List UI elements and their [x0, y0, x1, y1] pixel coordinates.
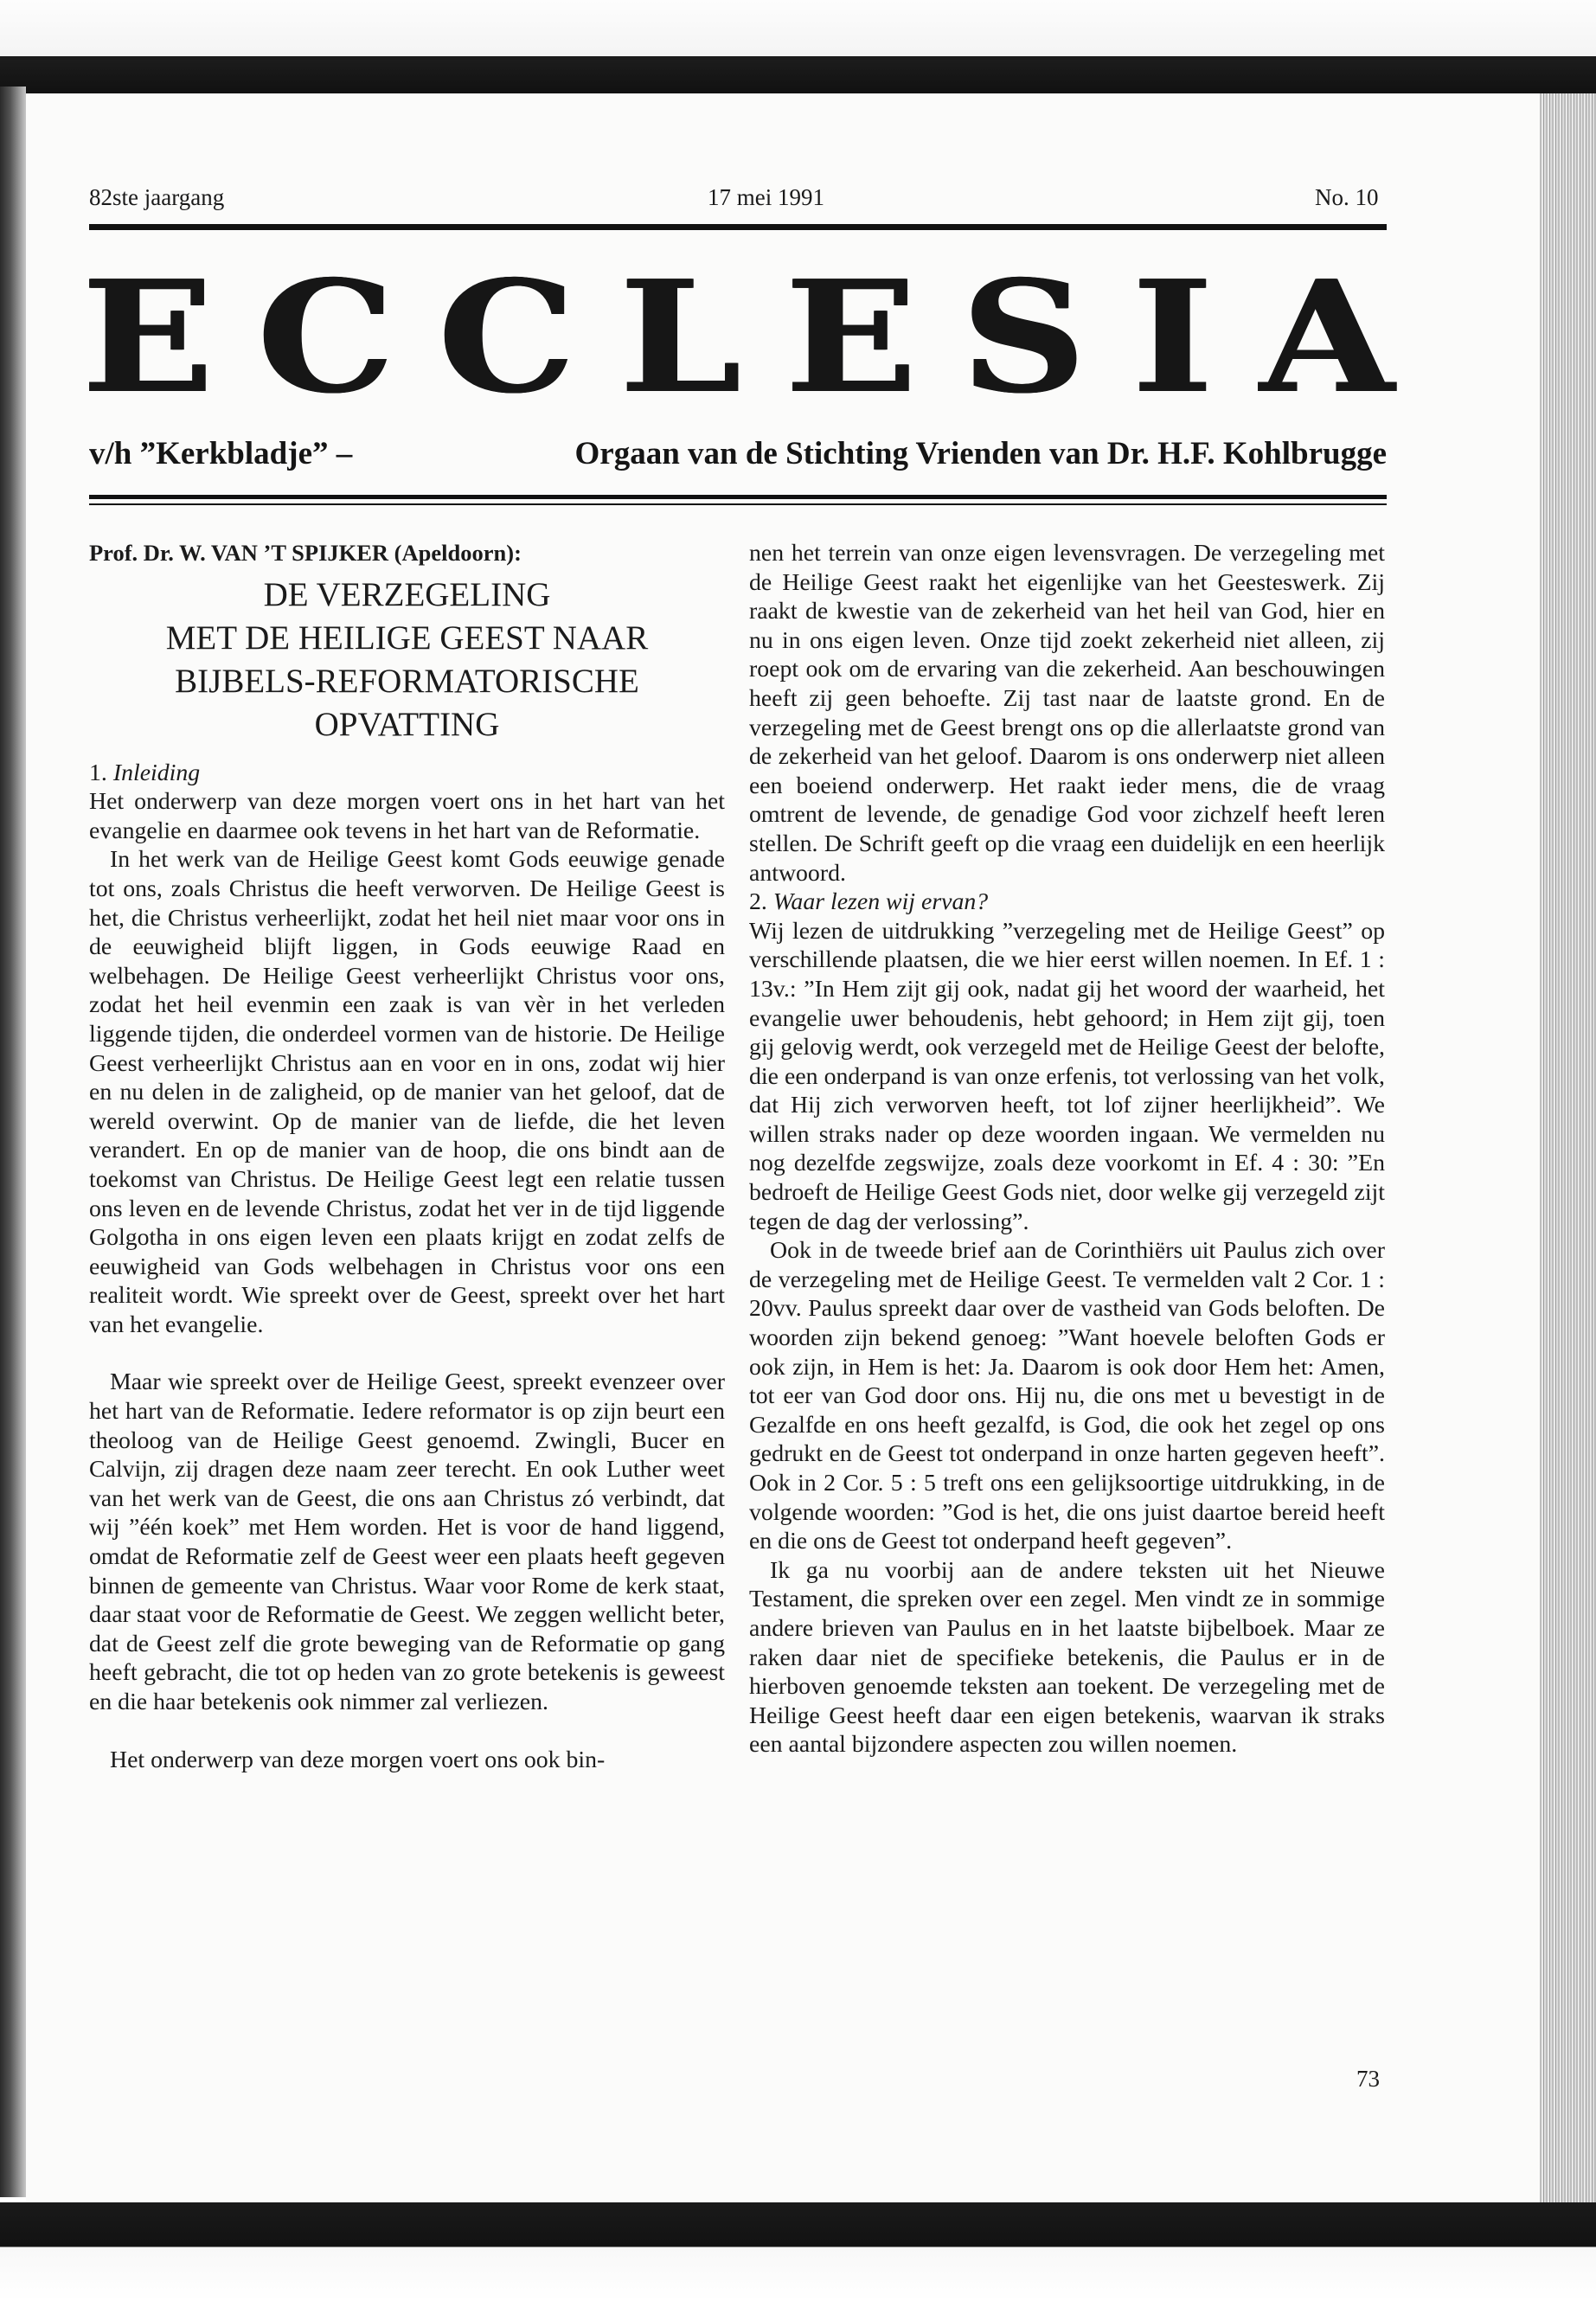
section-heading-2: [749, 888, 1385, 917]
scan-border-left: [0, 87, 26, 2197]
paragraph: Ook in de tweede brief aan de Corinthiërs uit Paulus zich over de verzegeling met de Heilige Geest. Te vermelden valt 2 Cor. 1 : 20vv. Paulus spreekt daar over de vastheid van Gods beloften. De woorden zijn bekend genoeg: ”Want hoevele beloften Gods er ook zijn, in Hem is het: Ja. Daarom is ook door Hem het: Amen, tot eer van God door ons. Hij nu, die ons met u bevestigt in de Gezalfde en ons heeft gezalfd, is God, die ook het zegel op ons gedrukt en de Geest tot onderpand in onze harten gegeven heeft”. Ook in 2 Cor. 5 : 5 treft ons een gelijksoortige uitdrukking, in de volgende woorden: ”God is het, die ons juist daartoe bereid heeft en die ons de Geest tot onderpand heeft gegeven”.: [749, 1237, 1385, 1555]
scan-border-bottom: [0, 2202, 1596, 2301]
volume-label: 82ste jaargang: [89, 184, 225, 210]
masthead-rule-lower: [89, 503, 1387, 505]
masthead-letter: C: [438, 247, 575, 427]
title-line: DE VERZEGELING: [263, 575, 551, 613]
paragraph: nen het terrein van onze eigen levensvragen. De verzegeling met de Heilige Geest raakt het eigenlijke van het Geesteswerk. Zij raakt de kwestie van de zekerheid van het heil van God, hier en nu in ons eigen leven. Onze tijd zoekt zekerheid niet alleen, zij roept ook om de ervaring van die zekerheid. Aan beschouwingen heeft zij geen behoefte. Zij tast naar de laatste grond. En de verzegeling met de Geest brengt ons op die allerlaatste grond van de zekerheid van het geloof. Daarom is ons onderwerp niet alleen een boeiend onderwerp. Het raakt ieder mens, die de vraag omtrent de levende, de genadige God voor zichzelf heeft leren stellen. De Schrift geeft op die vraag een duidelijk en een heerlijk antwoord.: [749, 540, 1385, 887]
masthead-letter: E: [785, 247, 917, 427]
masthead-rule-upper: [89, 495, 1387, 499]
book-page-edges: [1540, 93, 1596, 2204]
article-column-left: [89, 539, 725, 1774]
subtitle-organ: Orgaan van de Stichting Vrienden van Dr. H.F. Kohlbrugge: [574, 436, 1387, 471]
article-title: [89, 574, 725, 747]
title-line: BIJBELS-REFORMATORISCHE: [175, 662, 639, 700]
scan-border-top: [0, 0, 1596, 93]
paragraph: Ik ga nu voorbij aan de andere teksten uit het Nieuwe Testament, die spreken over een zegel. Men vindt ze in sommige andere brieven van Paulus en in het laatste bijbelboek. Maar ze raken daar niet de specifieke betekenis, die Paulus er in de hierboven genoemde teksten aan toekent. De verzegeling met de Heilige Geest heeft daar een eigen betekenis, waarvan ik straks een aantal bijzondere aspecten zou willen noemen.: [749, 1556, 1385, 1759]
paragraph: Wij lezen de uitdrukking ”verzegeling met de Heilige Geest” op verschillende plaatsen, die we hier eerst willen noemen. In Ef. 1 : 13v.: ”In Hem zijt gij ook, nadat gij het woord der waarheid, het evangelie uwer behoudenis, hebt gehoord; in Hem zijt gij, toen gij gelovig werdt, ook verzegeld met de Heilige Geest der belofte, die een onderpand is van onze erfenis, tot verlossing van het volk, dat Hij zich verworven heeft, tot lof zijner heerlijkheid”. We willen straks nader op deze woorden ingaan. We vermelden nu nog dezelfde zegswijze, zoals deze voorkomt in Ef. 4 : 30: ”En bedroeft de Heilige Geest Gods niet, door welke gij verzegeld zijt tegen de dag der verlossing”.: [749, 917, 1385, 1235]
masthead-letter: I: [1132, 247, 1214, 427]
page-number: 73: [1356, 2066, 1380, 2092]
masthead-letter: E: [81, 247, 214, 427]
paragraph: Maar wie spreekt over de Heilige Geest, spreekt evenzeer over het hart van de Reformatie. Iedere reformator is op zijn beurt een theoloog van de Heilige Geest genoemd. Zwingli, Bucer en Calvijn, zij dragen deze naam zeer terecht. En ook Luther weet van het werk van de Geest, die ons aan Christus zó verbindt, dat wij ”één koek” met Hem worden. Het is voor de hand liggend, omdat de Reformatie zelf de Geest weer een plaats heeft gegeven binnen de gemeente van Christus. Waar voor Rome de kerk staat, daar staat voor de Reformatie de Geest. We zeggen wellicht beter, dat de Geest zelf die grote beweging van de Reformatie op gang heeft gebracht, die tot op heden van zo grote betekenis is geweest en die haar betekenis ook nimmer zal verliezen.: [89, 1368, 725, 1715]
masthead-title: [81, 247, 1394, 427]
masthead-letter: S: [961, 247, 1086, 427]
subtitle-former-name: v/h ”Kerkbladje” –: [89, 436, 353, 471]
section-number: 2.: [749, 888, 767, 916]
masthead-letter: L: [619, 247, 741, 427]
article-author: Prof. Dr. W. VAN ’T SPIJKER (Apeldoorn):: [89, 540, 522, 566]
paragraph: Het onderwerp van deze morgen voert ons in het hart van het evangelie en daarmee ook tevens in het hart van de Reformatie.: [89, 788, 725, 844]
issue-number: No. 10: [1315, 184, 1379, 210]
paragraph: Het onderwerp van deze morgen voert ons ook bin-: [110, 1746, 606, 1773]
title-line: MET DE HEILIGE GEEST NAAR: [165, 619, 649, 657]
section-title: Inleiding: [112, 759, 201, 786]
paragraph: In het werk van de Heilige Geest komt Gods eeuwige genade tot ons, zoals Christus die heeft verworven. De Heilige Geest is het, die Christus verheerlijkt, zodat het heil niet maar voor ons in de eeuwigheid blijft liggen, in Gods eeuwige Raad en welbehagen. De Heilige Geest verheerlijkt Christus voor ons, zodat het heil evenmin een zaak is van vèr in het verleden liggende tijden, die onderdeel vormen van de historie. De Heilige Geest verheerlijkt Christus aan en voor en in ons, zodat wij hier en nu delen in de zaligheid, op de manier van het geloof, dat de wereld overwint. Op de manier van de liefde, die het leven verandert. En op de manier van de hoop, die ons bindt aan de toekomst van Christus. De Heilige Geest legt een relatie tussen ons leven en de levende Christus, zodat het ver in de tijd liggende Golgotha in ons eigen leven een plaats krijgt en zodat zelfs de eeuwigheid van Gods welbehagen in Christus voor ons een realiteit wordt. Wie spreekt over de Geest, spreekt over het hart van het evangelie.: [89, 846, 725, 1338]
section-number: 1.: [89, 759, 107, 786]
issue-date: 17 mei 1991: [708, 184, 824, 210]
header-rule: [89, 224, 1387, 230]
masthead-letter: C: [257, 247, 395, 427]
masthead-subtitle: [89, 435, 1387, 472]
section-heading-1: [89, 759, 725, 788]
masthead-letter: A: [1259, 247, 1394, 427]
title-line: OPVATTING: [314, 705, 500, 743]
section-title: Waar lezen wij ervan?: [772, 888, 989, 916]
article-column-right: [749, 539, 1385, 1759]
